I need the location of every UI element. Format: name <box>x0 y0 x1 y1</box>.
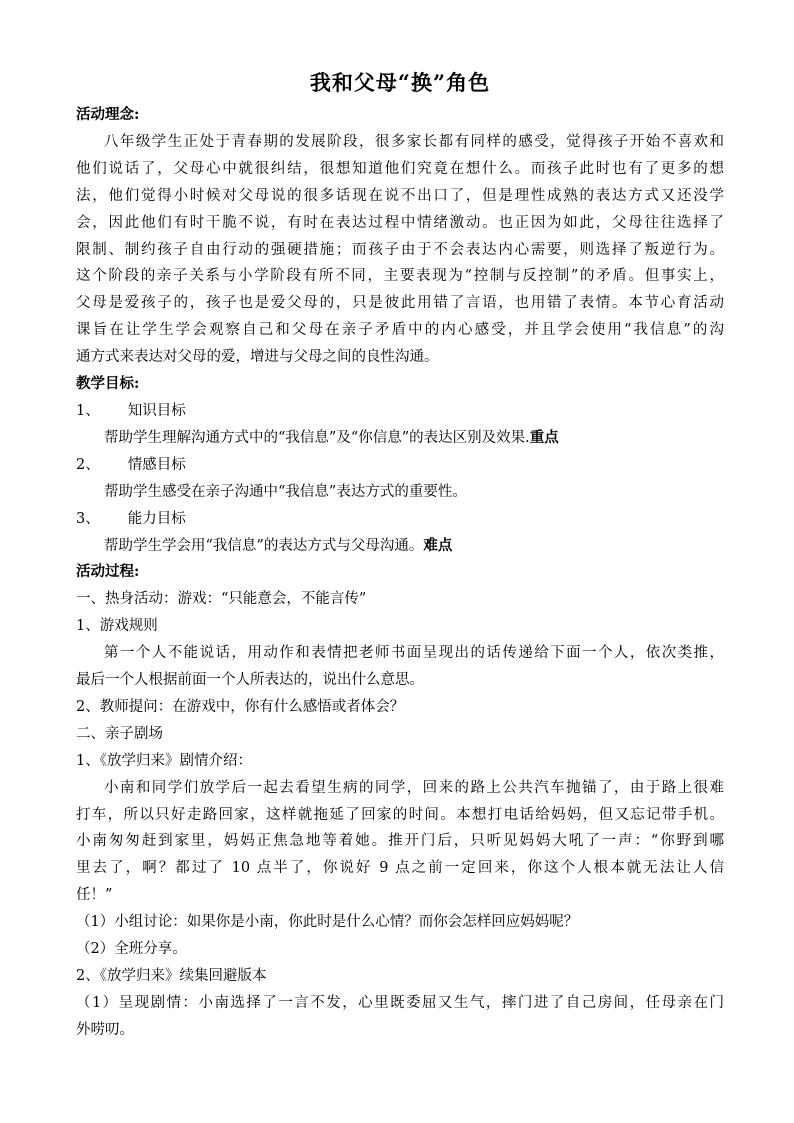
goal-1-heading <box>76 398 724 425</box>
goal-2-number: 2、 <box>76 456 100 473</box>
paragraph-line: 他们说话了，父母心中就很纠结，很想知道他们究竟在想什么。而孩子此时也有了更多的想 <box>76 160 724 177</box>
goal-3-label: 能力目标 <box>127 510 186 527</box>
rules-heading: 1、游戏规则 <box>76 618 158 635</box>
idea-paragraph <box>76 129 724 371</box>
paragraph-line: 小南匆匆赶到家里，妈妈正焦急地等着她。推开门后，只听见妈妈大吼了一声：“你野到哪 <box>76 833 724 850</box>
paragraph-line: 法，他们觉得小时候对父母说的很多话现在说不出口了，但是理性成熟的表达方式又还没学 <box>76 187 724 204</box>
section-heading-idea: 活动理念: <box>76 106 140 123</box>
paragraph-line: 通方式来表达对父母的爱，增进与父母之间的良性沟通。 <box>76 349 439 366</box>
goal-3-text: 帮助学生学会用“我信息”的表达方式与父母沟通。 <box>104 537 424 554</box>
theater-heading: 二、亲子剧场 <box>76 725 163 742</box>
paragraph-line: 限制、制约孩子自由行动的强硬措施；而孩子由于不会表达内心需要，则选择了叛逆行为。 <box>76 241 724 258</box>
warmup-heading: 一、热身活动：游戏：“只能意会，不能言传” <box>76 591 367 608</box>
document-title: 我和父母“换”角色 <box>309 70 491 95</box>
paragraph-line: 父母是爱孩子的，孩子也是爱父母的，只是彼此用错了言语，也用错了表情。本节心育活动 <box>76 295 724 312</box>
discussion-item-1: （1）小组讨论：如果你是小南，你此时是什么心情？而你会怎样回应妈妈呢？ <box>76 914 579 931</box>
goal-1-label: 知识目标 <box>127 402 186 419</box>
paragraph-line: 里去了，啊？都过了 10 点半了，你说好 9 点之前一定回来，你这个人根本就无法让人信 <box>76 860 724 877</box>
goal-1-number: 1、 <box>76 402 100 419</box>
plot-paragraph <box>76 775 724 910</box>
goal-1-text: 帮助学生理解沟通方式中的“我信息”及“你信息”的表达区别及效果. <box>104 429 530 446</box>
section-heading-goals: 教学目标: <box>76 375 140 393</box>
goal-3-number: 3、 <box>76 510 100 527</box>
paragraph-line: 小南和同学们放学后一起去看望生病的同学，回来的路上公共汽车抛锚了，由于路上很难 <box>104 779 724 796</box>
goal-2-text: 帮助学生感受在亲子沟通中“我信息”表达方式的重要性。 <box>104 483 467 500</box>
paragraph-line: 任！” <box>76 887 113 904</box>
goal-2-label: 情感目标 <box>127 456 186 473</box>
goal-3-text-line <box>76 533 724 560</box>
paragraph-line: 会，因此他们有时干脆不说，有时在表达过程中情绪激动。也正因为如此，父母往往选择了 <box>76 214 724 231</box>
paragraph-line: 八年级学生正处于青春期的发展阶段，很多家长都有同样的感受，觉得孩子开始不喜欢和 <box>104 133 724 150</box>
paragraph-line: 这个阶段的亲子关系与小学阶段有所不同，主要表现为“控制与反控制”的矛盾。但事实上， <box>76 268 724 285</box>
paragraph-line: 最后一个人根据前面一个人所表达的，说出什么意思。 <box>76 672 424 689</box>
discussion-item-2: （2）全班分享。 <box>76 941 187 958</box>
goal-3-difficulty-mark: 难点 <box>423 536 453 554</box>
sequel-paragraph <box>76 990 724 1044</box>
paragraph-line: （1）呈现剧情：小南选择了一言不发，心里既委屈又生气，摔门进了自己房间，任母亲在门 <box>76 994 724 1011</box>
goal-3-heading <box>76 506 724 533</box>
paragraph-line: 课旨在让学生学会观察自己和父母在亲子矛盾中的内心感受，并且学会使用“我信息”的沟 <box>76 322 724 339</box>
goal-1-text-line <box>76 425 724 452</box>
paragraph-line: 外唠叨。 <box>76 1021 134 1038</box>
goal-1-key-mark: 重点 <box>529 428 559 446</box>
paragraph-line: 打车，所以只好走路回家，这样就拖延了回家的时间。本想打电话给妈妈，但又忘记带手机。 <box>76 806 724 823</box>
plot-heading: 1、《放学归来》剧情介绍： <box>76 752 252 769</box>
sequel-heading: 2、《放学归来》续集回避版本 <box>76 968 267 984</box>
teacher-question: 2、教师提问：在游戏中，你有什么感悟或者体会？ <box>76 698 405 715</box>
paragraph-line: 第一个人不能说话，用动作和表情把老师书面呈现出的话传递给下面一个人，依次类推， <box>104 645 724 662</box>
section-heading-process: 活动过程: <box>76 563 140 581</box>
rules-paragraph <box>76 640 724 694</box>
goal-2-heading <box>76 452 724 479</box>
